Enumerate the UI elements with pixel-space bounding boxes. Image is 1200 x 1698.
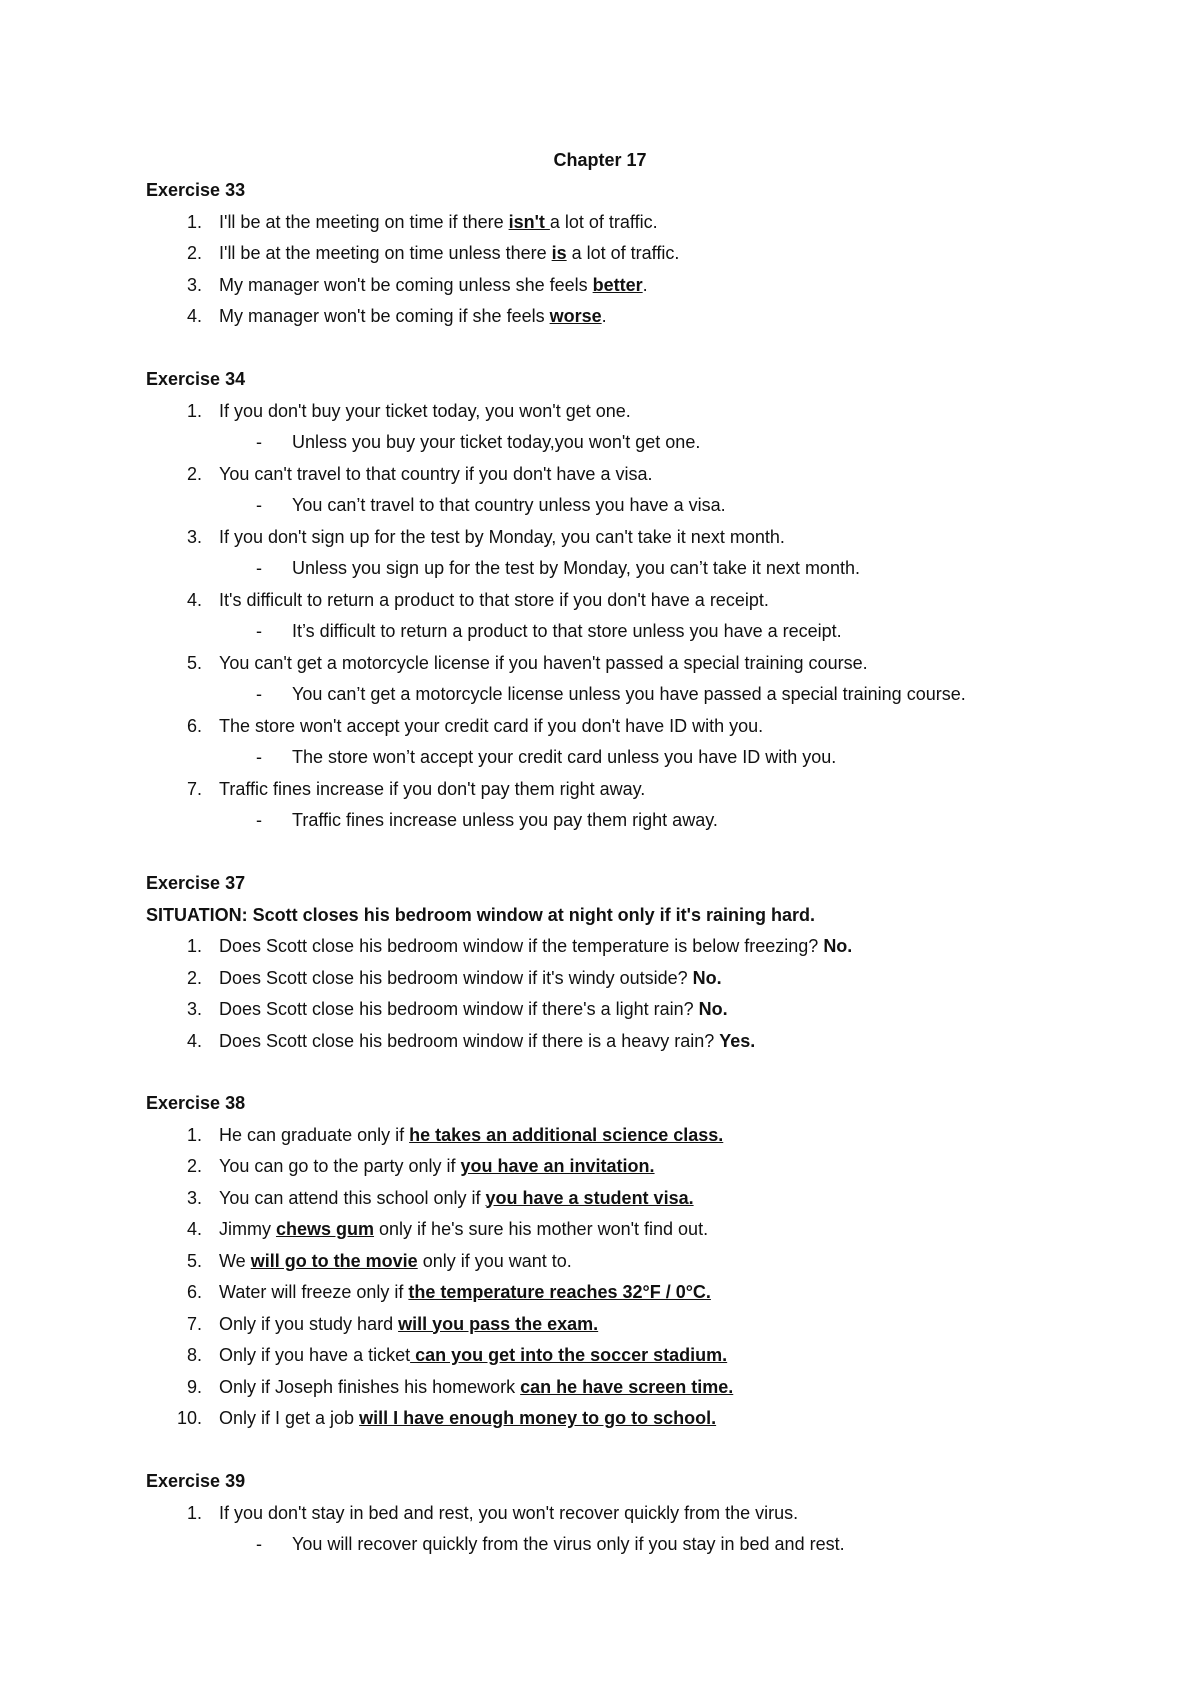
list-item: 3. My manager won't be coming unless she feels better. (186, 274, 648, 295)
exercise-33 (146, 175, 1096, 333)
answer: can you get into the soccer stadium. (410, 1345, 728, 1365)
list-item: 4. My manager won't be coming if she feels worse. (186, 306, 607, 326)
answer: chews gum (276, 1219, 375, 1239)
exercise-39 (146, 1466, 1096, 1561)
list-item: 7. Only if you study hard will you pass the exam. (186, 1313, 599, 1334)
exercise-37 (146, 868, 1096, 1057)
list-item: 6. The store won't accept your credit card if you don't have ID with you. (186, 715, 764, 736)
exercise-list (146, 396, 1096, 837)
answer: will go to the movie (250, 1250, 418, 1271)
answer: will you pass the exam. (398, 1313, 599, 1334)
list-item: 1. Does Scott close his bedroom window if the temperature is below freezing? No. (186, 936, 853, 956)
answer: No. (698, 999, 728, 1019)
exercise-heading: Exercise 39 (146, 1471, 246, 1491)
answer: you have an invitation. (460, 1156, 655, 1176)
list-item: 8. Only if you have a ticket can you get into the soccer stadium. (186, 1345, 728, 1365)
answer-line: - It’s difficult to return a product to that store unless you have a receipt. (256, 621, 842, 641)
list-item: 1. If you don't buy your ticket today, you won't get one. (186, 400, 631, 421)
answer-line: - You can’t get a motorcycle license unless you have passed a special training course. (256, 684, 966, 704)
answer: the temperature reaches 32°F / 0°C. (408, 1282, 711, 1302)
list-item: 3. Does Scott close his bedroom window if there's a light rain? No. (186, 999, 728, 1019)
exercise-list (146, 207, 1096, 333)
answer-line: - Traffic fines increase unless you pay them right away. (256, 810, 718, 830)
exercise-list (146, 931, 1096, 1057)
list-item: 5. We will go to the movie only if you want to. (186, 1250, 572, 1271)
answer: can he have screen time. (520, 1376, 734, 1397)
chapter-title: Chapter 17 (553, 150, 647, 170)
list-item: 1. He can graduate only if he takes an additional science class. (186, 1124, 724, 1145)
list-item: 2. You can go to the party only if you have an invitation. (186, 1156, 655, 1176)
exercise-heading: Exercise 38 (146, 1093, 246, 1113)
list-item: 2. You can't travel to that country if you don't have a visa. (186, 463, 653, 484)
exercise-34 (146, 364, 1096, 837)
list-item: 2. Does Scott close his bedroom window if it's windy outside? No. (186, 967, 722, 988)
list-item: 4. It's difficult to return a product to that store if you don't have a receipt. (186, 589, 769, 610)
situation-text: SITUATION: Scott closes his bedroom window at night only if it's raining hard. (146, 904, 815, 925)
list-item: 10. Only if I get a job will I have enough money to go to school. (176, 1408, 717, 1428)
exercise-heading: Exercise 34 (146, 369, 246, 389)
exercise-heading: Exercise 37 (146, 873, 246, 893)
exercise-list (146, 1120, 1096, 1435)
list-item: 6. Water will freeze only if the temperature reaches 32°F / 0°C. (186, 1282, 711, 1302)
answer: will I have enough money to go to school. (359, 1408, 717, 1428)
list-item: 3. You can attend this school only if you have a student visa. (186, 1187, 694, 1208)
answer: Yes. (719, 1030, 756, 1051)
answer-line: - You can’t travel to that country unless you have a visa. (256, 495, 726, 515)
answer-line: - Unless you buy your ticket today,you won't get one. (256, 432, 701, 452)
answer: better (592, 274, 643, 295)
answer-line: - The store won’t accept your credit card unless you have ID with you. (256, 747, 837, 767)
answer: No. (692, 967, 722, 988)
list-item: 9. Only if Joseph finishes his homework can he have screen time. (186, 1376, 734, 1397)
answer: you have a student visa. (485, 1187, 694, 1208)
exercise-heading: Exercise 33 (146, 180, 246, 200)
exercise-38 (146, 1088, 1096, 1435)
exercise-list (146, 1498, 1096, 1561)
list-item: 7. Traffic fines increase if you don't pay them right away. (186, 778, 646, 799)
answer: is (551, 243, 567, 263)
answer: worse (549, 306, 602, 326)
answer: isn't (508, 211, 550, 232)
list-item: 1. If you don't stay in bed and rest, you won't recover quickly from the virus. (186, 1502, 799, 1523)
answer-line: - Unless you sign up for the test by Monday, you can’t take it next month. (256, 558, 860, 578)
list-item: 3. If you don't sign up for the test by Monday, you can't take it next month. (186, 526, 785, 547)
list-item: 4. Jimmy chews gum only if he's sure his mother won't find out. (186, 1219, 709, 1239)
list-item: 4. Does Scott close his bedroom window if there is a heavy rain? Yes. (186, 1030, 756, 1051)
list-item: 5. You can't get a motorcycle license if you haven't passed a special training course. (186, 652, 868, 673)
answer-line: - You will recover quickly from the virus only if you stay in bed and rest. (256, 1534, 845, 1554)
answer: he takes an additional science class. (409, 1124, 724, 1145)
list-item: 2. I'll be at the meeting on time unless there is a lot of traffic. (186, 243, 680, 263)
answer: No. (823, 936, 853, 956)
list-item: 1. I'll be at the meeting on time if there isn't a lot of traffic. (186, 211, 658, 232)
